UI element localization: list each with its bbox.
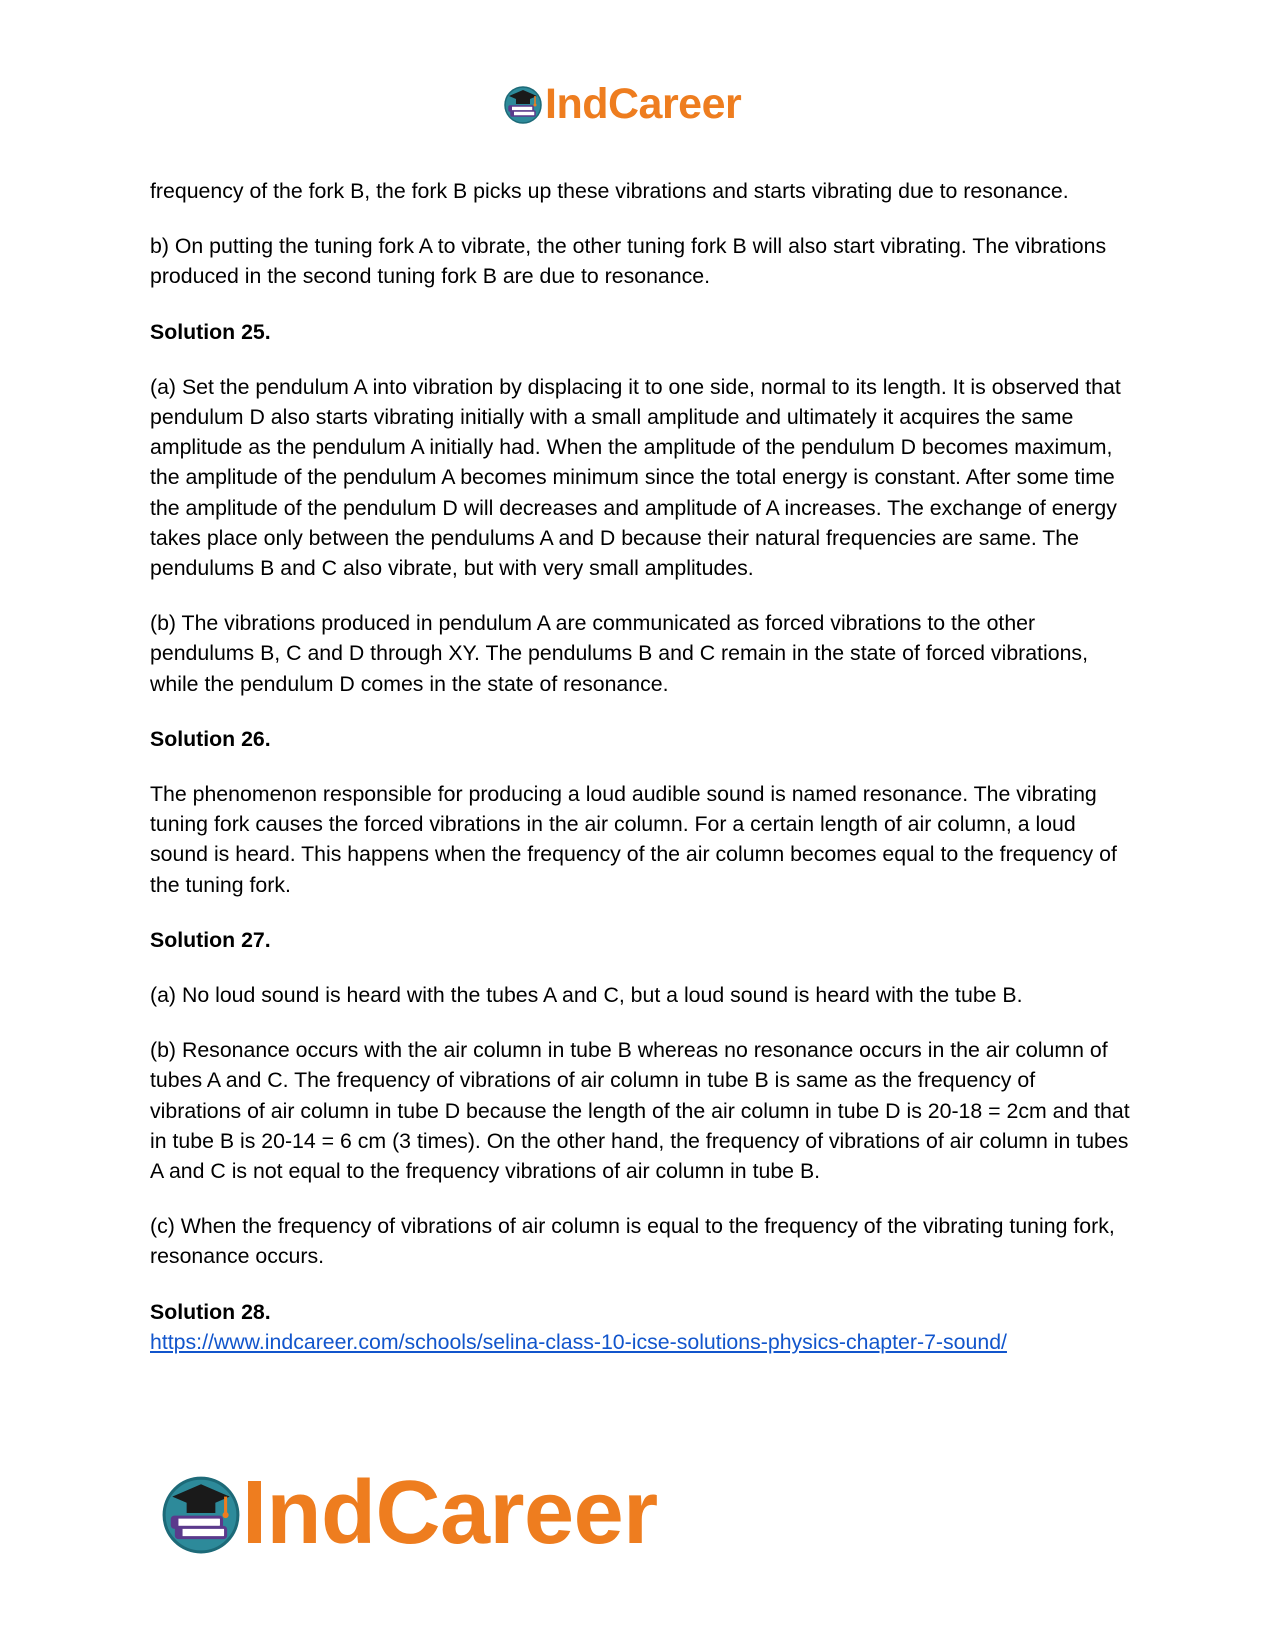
paragraph-fork-b-continuation: frequency of the fork B, the fork B picks up these vibrations and starts vibrating due to resonance. <box>150 179 1069 203</box>
solution-27-heading: Solution 27. <box>150 927 271 952</box>
footer-logo-text: IndCareer <box>242 1463 658 1563</box>
graduation-cap-books-icon <box>160 1472 242 1554</box>
header-logo-text: IndCareer <box>545 80 742 128</box>
paragraph-tuning-fork-b: b) On putting the tuning fork A to vibrate, the other tuning fork B will also start vibrating. The vibrations produced in the second tuning fork B are due to resonance. <box>150 234 1107 289</box>
solution-28-link[interactable]: https://www.indcareer.com/schools/selina-class-10-icse-solutions-physics-chapter-7-sound/ <box>150 1329 1007 1354</box>
document-body <box>150 176 1130 1357</box>
solution-25-heading: Solution 25. <box>150 319 271 344</box>
solution-25-part-b: (b) The vibrations produced in pendulum A are communicated as forced vibrations to the other pendulums B, C and D through XY. The pendulums B and C remain in the state of forced vibrations, while the pendulum D comes in the state of resonance. <box>150 611 1088 696</box>
solution-26-text: The phenomenon responsible for producing a loud audible sound is named resonance. The vibrating tuning fork causes the forced vibrations in the air column. For a certain length of air column, a loud sound is heard. This happens when the frequency of the air column becomes equal to the frequency of the tuning fork. <box>150 782 1117 897</box>
footer-logo <box>160 1465 658 1561</box>
solution-27-part-c: (c) When the frequency of vibrations of air column is equal to the frequency of the vibrating tuning fork, resonance occurs. <box>150 1214 1115 1269</box>
solution-26-heading: Solution 26. <box>150 726 271 751</box>
header-logo <box>503 80 741 128</box>
solution-28-heading: Solution 28. <box>150 1299 271 1324</box>
graduation-cap-books-icon <box>503 84 543 124</box>
solution-27-part-b: (b) Resonance occurs with the air column in tube B whereas no resonance occurs in the air column of tubes A and C. The frequency of vibrations of air column in tube B is same as the frequency of vibrations of air column in tube D because the length of the air column in tube D is 20-18 = 2cm and that in tube B is 20-14 = 6 cm (3 times). On the other hand, the frequency of vibrations of air column in tubes A and C is not equal to the frequency vibrations of air column in tube B. <box>150 1038 1130 1184</box>
solution-27-part-a: (a) No loud sound is heard with the tubes A and C, but a loud sound is heard with the tube B. <box>150 983 1023 1008</box>
solution-25-part-a: (a) Set the pendulum A into vibration by displacing it to one side, normal to its length. It is observed that pendulum D also starts vibrating initially with a small amplitude and ultimately it acquires the same amplitude as the pendulum A initially had. When the amplitude of the pendulum D becomes maximum, the amplitude of the pendulum A becomes minimum since the total energy is constant. After some time the amplitude of the pendulum D will decreases and amplitude of A increases. The exchange of energy takes place only between the pendulums A and D because their natural frequencies are same. The pendulums B and C also vibrate, but with very small amplitudes. <box>150 374 1121 581</box>
